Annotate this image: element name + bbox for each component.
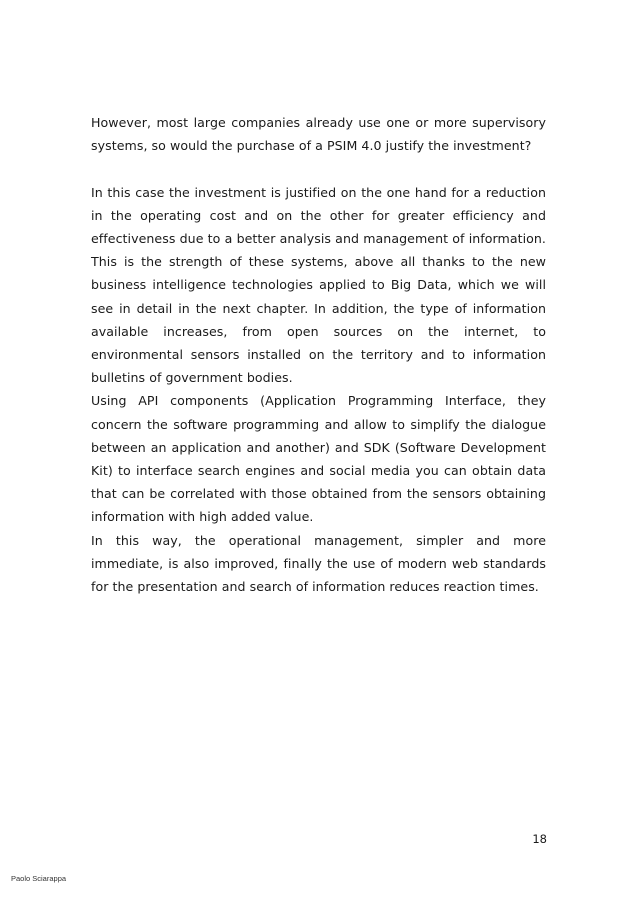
author-footer: Paolo Sciarappa <box>11 874 67 883</box>
paragraph-4: In this way, the operational management, simpler and more immediate, is also improved, finally the use of modern web standards for the presentation and search of information reduces reaction times. <box>91 532 546 595</box>
paragraph-1: However, most large companies already use one or more supervisory systems, so would the purchase of a PSIM 4.0 justify the investment? <box>91 115 546 154</box>
page-number: 18 <box>532 832 547 846</box>
body-text <box>91 111 546 598</box>
paragraph-2: In this case the investment is justified on the one hand for a reduction in the operating cost and on the other for greater efficiency and effectiveness due to a better analysis and management of information. This is the strength of these systems, above all thanks to the new business intelligence technologies applied to Big Data, which we will see in detail in the next chapter. In addition, the type of information available increases, from open sources on the internet, to environmental sensors installed on the territory and to information bulletins of government bodies. <box>91 184 546 386</box>
paragraph-3: Using API components (Application Programming Interface, they concern the software programming and allow to simplify the dialogue between an application and another) and SDK (Software Development Kit) to interface search engines and social media you can obtain data that can be correlated with those obtained from the sensors obtaining information with high added value. <box>91 393 546 525</box>
